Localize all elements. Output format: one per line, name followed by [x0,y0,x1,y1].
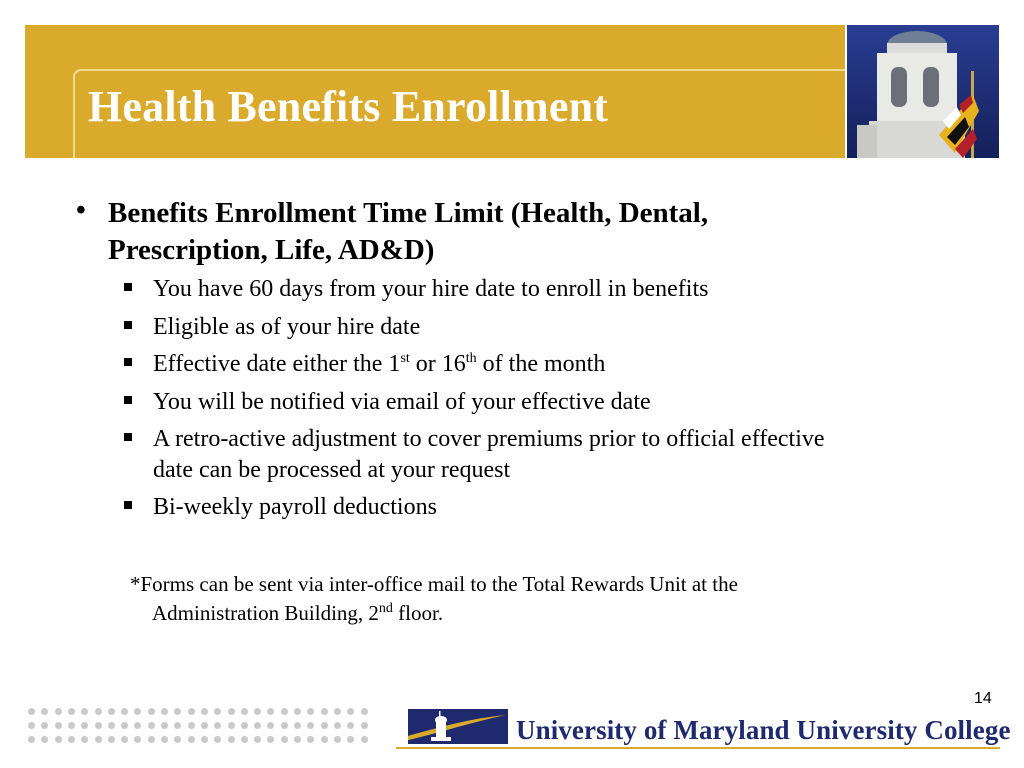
decorative-dot [148,708,155,715]
decorative-dot [41,736,48,743]
note-line-2 [130,599,930,628]
decorative-dot [161,736,168,743]
decorative-dot [108,736,115,743]
sub-bullet-text [153,424,983,486]
bullet-heading: Benefits Enrollment Time Limit (Health, Dental, Prescription, Life, AD&D) [108,197,709,266]
decorative-dot [294,736,301,743]
decorative-dot [294,708,301,715]
decorative-dot [214,722,221,729]
forms-note [130,570,930,628]
decorative-dot [95,722,102,729]
sub-bullet-text: Eligible as of your hire date [153,314,421,340]
decorative-dot [108,722,115,729]
bullet-dot: • [76,195,86,226]
logo-emblem [408,709,508,744]
decorative-dot [281,722,288,729]
decorative-dot [81,736,88,743]
decorative-dot [55,722,62,729]
clocktower-flag-image [847,25,999,158]
decorative-dot [95,736,102,743]
sub-bullet-text: Bi-weekly payroll deductions [153,494,437,520]
sub-bullet-text: You will be notified via email of your effective date [153,389,651,415]
decorative-dot [254,722,261,729]
decorative-dot [294,722,301,729]
square-bullet-icon [124,433,132,441]
note-line-1: *Forms can be sent via inter-office mail to the Total Rewards Unit at the [130,572,738,596]
decorative-dot [134,722,141,729]
decorative-dot [321,722,328,729]
slide-title: Health Benefits Enrollment [88,82,609,131]
decorative-dot [361,736,368,743]
decorative-dot [228,736,235,743]
effective-date-middle: or 16 [409,351,466,377]
decorative-dot [188,708,195,715]
decorative-dot [307,722,314,729]
decorative-dot [201,708,208,715]
decorative-dot [307,708,314,715]
decorative-dot [81,722,88,729]
decorative-dot [214,708,221,715]
decorative-dot [241,708,248,715]
superscript-th: th [465,351,477,366]
decorative-dot [267,736,274,743]
square-bullet-icon [124,321,132,329]
decorative-dot [41,722,48,729]
decorative-dot [201,736,208,743]
decorative-dot [188,722,195,729]
decorative-dot [148,722,155,729]
decorative-dot [334,722,341,729]
umuc-dome-swoosh-icon [408,709,508,744]
decorative-dot [55,736,62,743]
decorative-dot [161,708,168,715]
decorative-dot [307,736,314,743]
decorative-dot [267,722,274,729]
square-bullet-icon [124,358,132,366]
decorative-dot [228,722,235,729]
sub-bullet-text [153,349,983,380]
decorative-dot [95,708,102,715]
decorative-dot [121,708,128,715]
effective-date-suffix: of the month [476,351,606,377]
decorative-dot [281,736,288,743]
decorative-dot [55,708,62,715]
note-line-2-suffix: floor. [392,601,444,625]
university-logo-text: University of Maryland University College [516,715,1011,745]
decorative-dot [321,708,328,715]
decorative-dot [254,708,261,715]
decorative-dot [174,736,181,743]
decorative-dot [161,722,168,729]
decorative-dot [121,736,128,743]
decorative-dot [228,708,235,715]
decorative-dot [281,708,288,715]
decorative-dot [68,722,75,729]
retro-line-1: A retro-active adjustment to cover premiums prior to official effective [153,426,825,452]
decorative-dot [134,708,141,715]
square-bullet-icon [124,501,132,509]
page-number: 14 [974,690,992,707]
square-bullet-icon [124,283,132,291]
decorative-dot [108,708,115,715]
decorative-dot [68,736,75,743]
decorative-dot [41,708,48,715]
decorative-dot [28,736,35,743]
decorative-dot [334,736,341,743]
decorative-dot [28,708,35,715]
decorative-dot [68,708,75,715]
decorative-dot [188,736,195,743]
square-bullet-icon [124,396,132,404]
decorative-dot [201,722,208,729]
logo-underline [396,747,1000,749]
decorative-dot [347,736,354,743]
note-line-2-prefix: Administration Building, 2 [152,601,379,625]
sub-bullet-text: You have 60 days from your hire date to enroll in benefits [153,276,709,302]
decorative-dot [267,708,274,715]
decorative-dot [361,708,368,715]
decorative-dot [28,722,35,729]
decorative-dot [134,736,141,743]
clocktower-flag-photo [847,25,999,158]
decorative-dot [174,722,181,729]
decorative-dot [148,736,155,743]
decorative-dot [347,722,354,729]
superscript-st: st [400,351,410,366]
decorative-dot [321,736,328,743]
decorative-dot [121,722,128,729]
decorative-dot [241,722,248,729]
decorative-dot [334,708,341,715]
decorative-dot [361,722,368,729]
decorative-dot [214,736,221,743]
superscript-nd: nd [378,601,393,616]
decorative-dot [254,736,261,743]
effective-date-prefix: Effective date either the 1 [153,351,401,377]
decorative-dot [81,708,88,715]
decorative-dot [241,736,248,743]
retro-line-2: date can be processed at your request [153,457,511,483]
decorative-dot [347,708,354,715]
decorative-dot [174,708,181,715]
